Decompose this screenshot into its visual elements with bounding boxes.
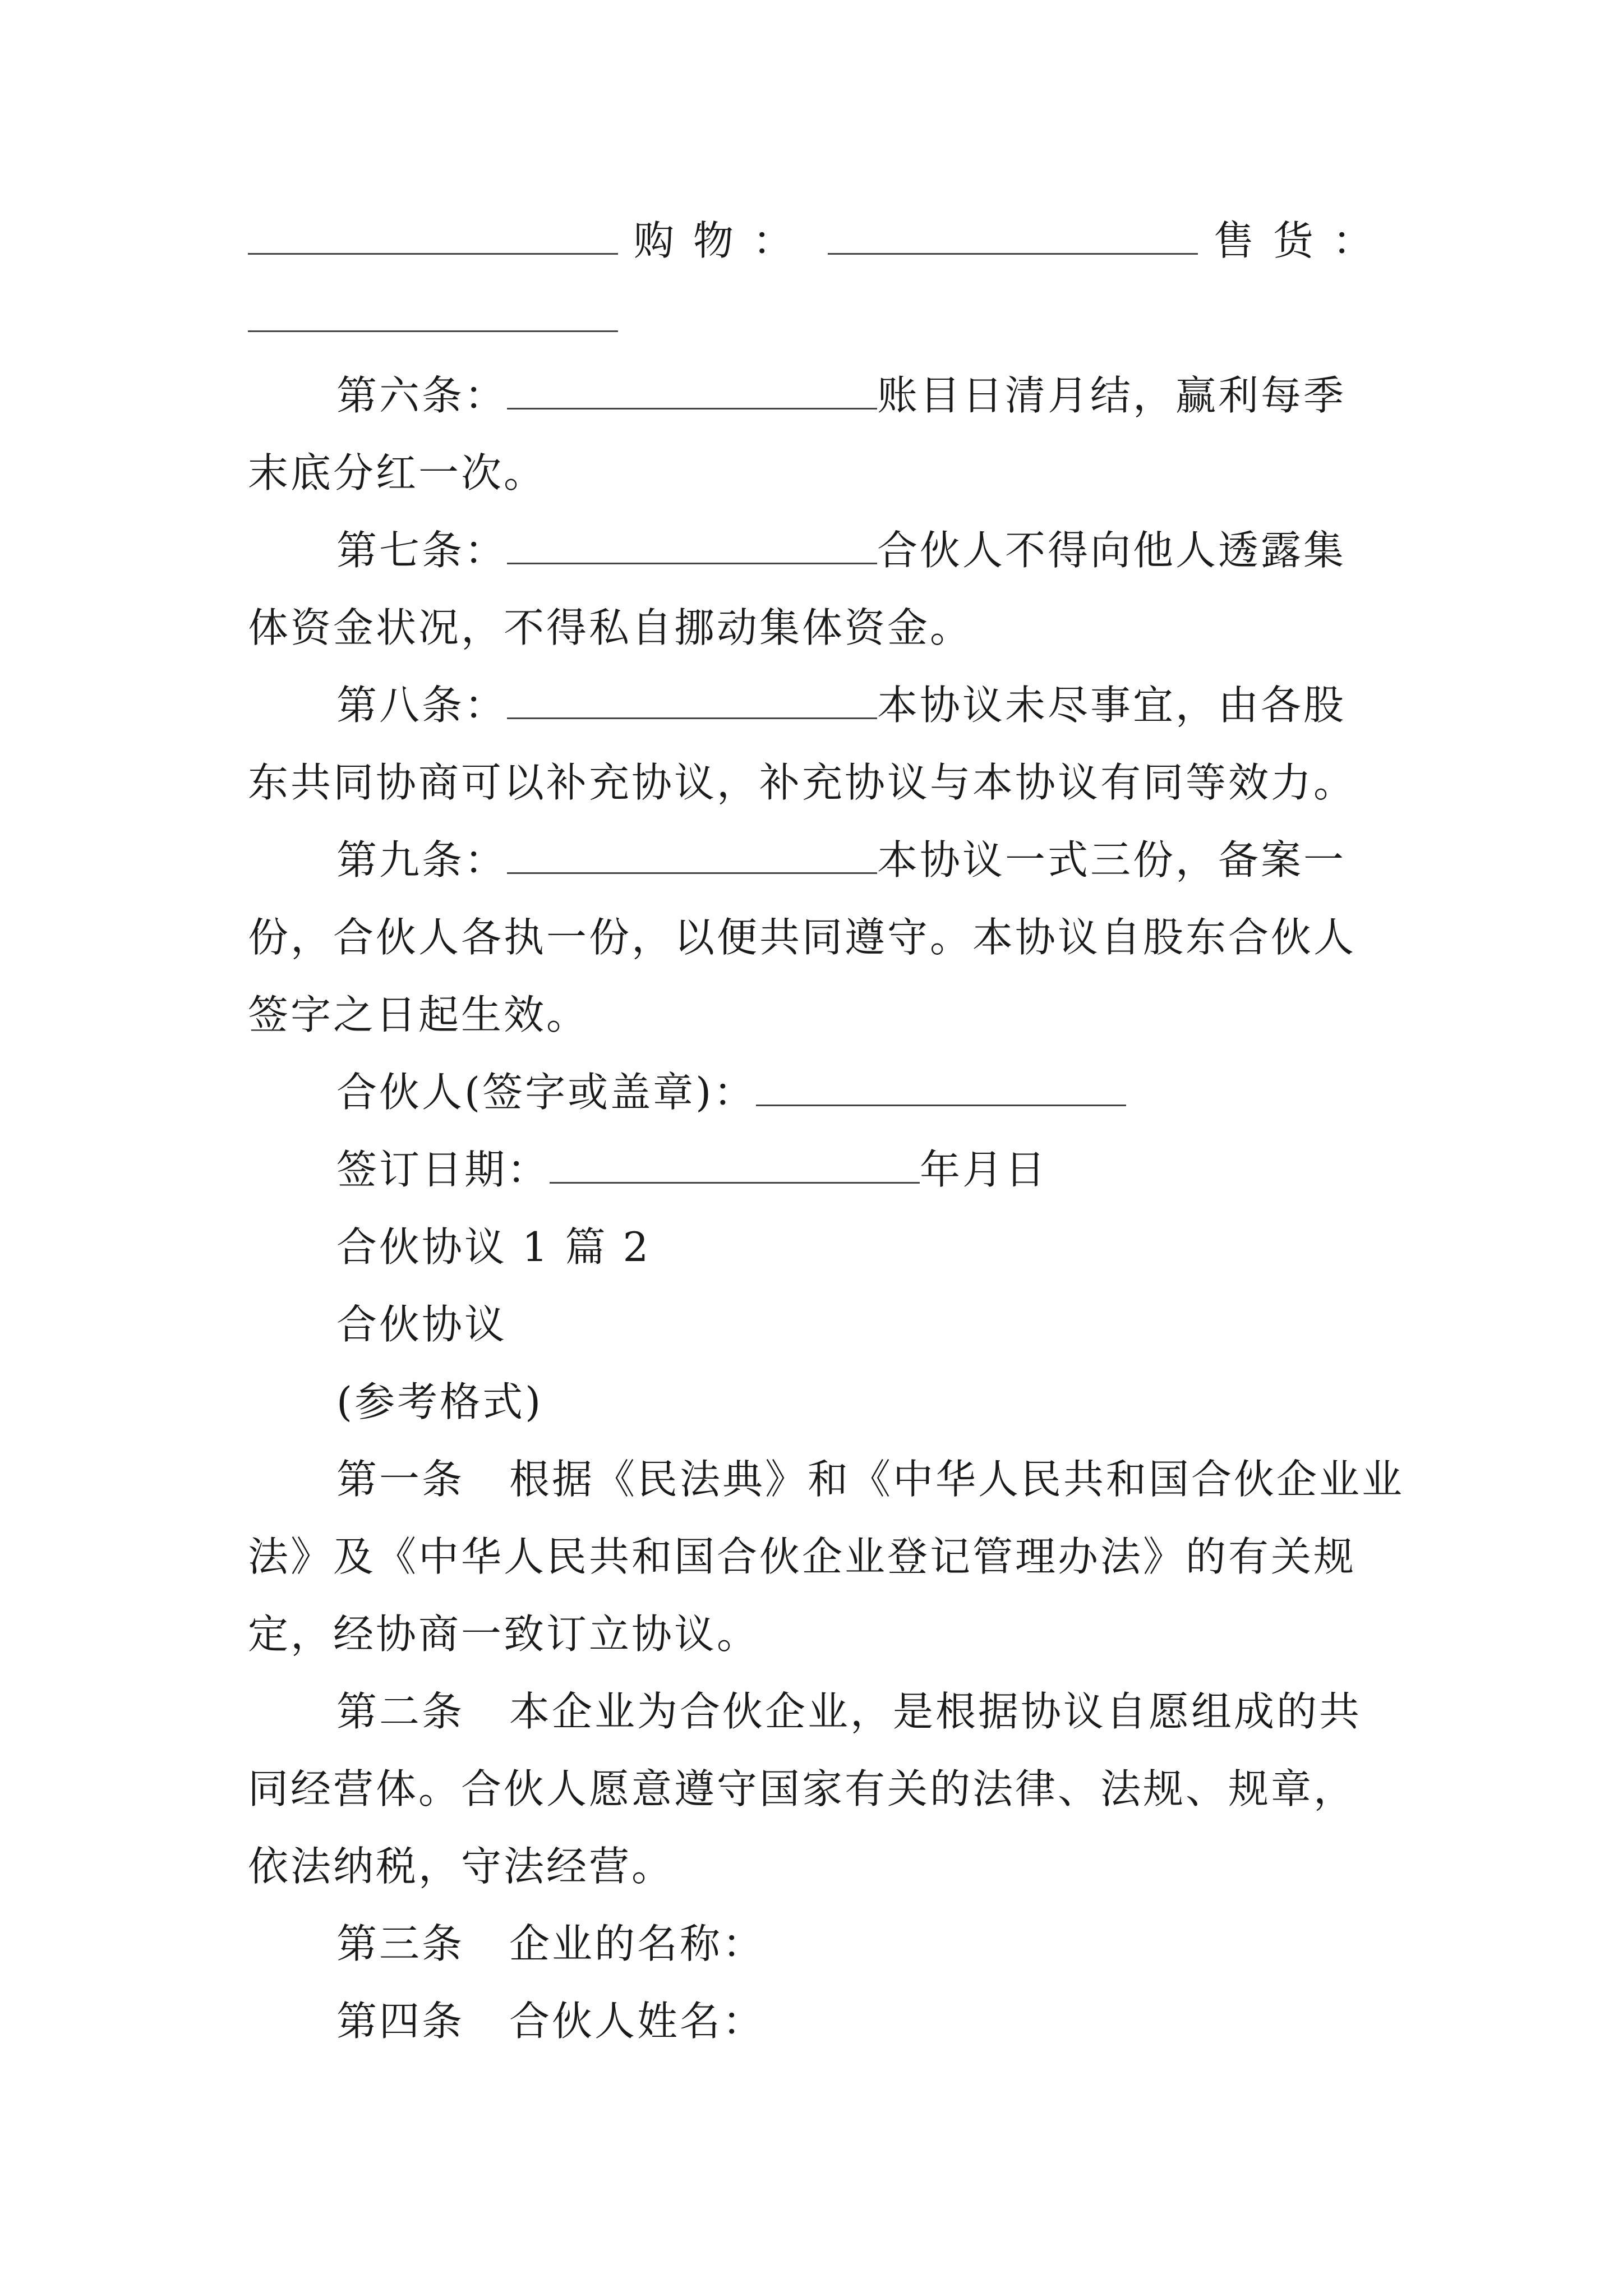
blank-line bbox=[507, 523, 877, 564]
document-body bbox=[248, 202, 1405, 2060]
article-9-line-2: 份，合伙人各执一份，以便共同遵守。本协议自股东合伙人 bbox=[248, 914, 1357, 961]
s2-article-3-label: 第三条 bbox=[336, 1920, 465, 1967]
purchase-sale-line bbox=[248, 202, 1392, 279]
s2-article-1-line-2: 法》及《中华人民共和国合伙企业登记管理办法》的有关规 bbox=[248, 1533, 1357, 1580]
section-heading: 合伙协议 1 篇 2 bbox=[336, 1223, 651, 1271]
s2-article-4-label: 第四条 bbox=[336, 1998, 465, 2045]
s2-article-4-line bbox=[248, 1982, 1392, 2060]
article-6-line-2: 末底分红一次。 bbox=[248, 449, 547, 496]
partner-signature-line bbox=[248, 1053, 1392, 1131]
s2-article-2-line-1 bbox=[248, 1673, 1392, 1750]
signing-date-line bbox=[248, 1131, 1392, 1208]
sell-label: 售货： bbox=[1213, 217, 1392, 264]
blank-line bbox=[828, 214, 1198, 255]
article-9-text: 本协议一式三份，备案一 bbox=[877, 836, 1347, 884]
s2-article-2-label: 第二条 bbox=[336, 1688, 465, 1735]
partner-signature-label: 合伙人(签字或盖章)： bbox=[336, 1069, 757, 1116]
s2-article-2-line-3: 依法纳税，守法经营。 bbox=[248, 1843, 675, 1890]
article-7-line-1 bbox=[248, 512, 1392, 589]
s2-article-2-line-2: 同经营体。合伙人愿意遵守国家有关的法律、法规、规章， bbox=[248, 1765, 1357, 1812]
s2-article-2-text: 本企业为合伙企业，是根据协议自愿组成的共 bbox=[509, 1688, 1362, 1735]
s2-article-3-line bbox=[248, 1905, 1392, 1982]
article-8-line-2: 东共同协商可以补充协议，补充协议与本协议有同等效力。 bbox=[248, 759, 1357, 806]
article-7-text: 合伙人不得向他人透露集 bbox=[877, 527, 1347, 574]
article-6-line-1 bbox=[248, 357, 1392, 434]
s2-article-1-label: 第一条 bbox=[336, 1456, 465, 1503]
blank-line bbox=[248, 291, 618, 332]
s2-article-4-text: 合伙人姓名： bbox=[509, 1998, 766, 2045]
s2-article-3-text: 企业的名称： bbox=[509, 1920, 766, 1967]
s2-article-1-text: 根据《民法典》和《中华人民共和国合伙企业业 bbox=[509, 1456, 1405, 1503]
blank-line bbox=[507, 369, 877, 409]
article-8-label: 第八条： bbox=[336, 682, 508, 729]
section-subtitle: (参考格式) bbox=[336, 1378, 543, 1425]
blank-line bbox=[756, 1065, 1126, 1106]
signing-date-suffix: 年月日 bbox=[920, 1146, 1048, 1193]
signing-date-label: 签订日期： bbox=[336, 1146, 550, 1193]
blank-line-row bbox=[248, 279, 1392, 357]
section-title: 合伙协议 bbox=[336, 1301, 508, 1348]
article-9-label: 第九条： bbox=[336, 836, 508, 884]
buy-label: 购物： bbox=[633, 217, 812, 264]
article-6-text: 账目日清月结，赢利每季 bbox=[877, 372, 1347, 419]
article-7-label: 第七条： bbox=[336, 527, 508, 574]
blank-line bbox=[507, 833, 877, 874]
s2-article-1-line-3: 定，经协商一致订立协议。 bbox=[248, 1611, 760, 1658]
blank-line bbox=[507, 678, 877, 719]
article-7-line-2: 体资金状况，不得私自挪动集体资金。 bbox=[248, 604, 973, 651]
article-8-text: 本协议未尽事宜，由各股 bbox=[877, 682, 1347, 729]
article-6-label: 第六条： bbox=[336, 372, 508, 419]
blank-line bbox=[248, 214, 618, 255]
blank-line bbox=[550, 1143, 920, 1184]
article-8-line-1 bbox=[248, 666, 1392, 744]
s2-article-1-line-1 bbox=[248, 1441, 1405, 1518]
article-9-line-3: 签字之日起生效。 bbox=[248, 991, 589, 1038]
article-9-line-1 bbox=[248, 821, 1392, 899]
